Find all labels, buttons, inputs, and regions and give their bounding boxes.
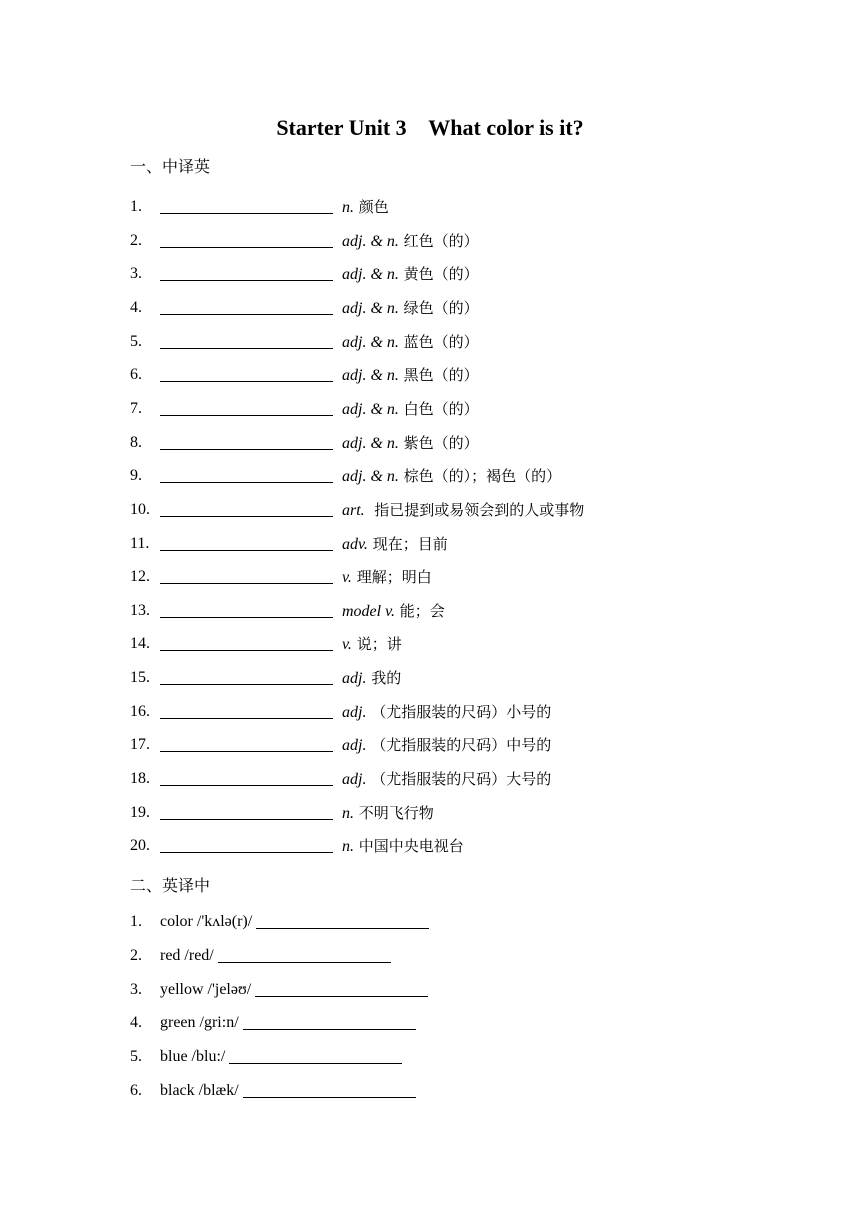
english-word: green /gri:n/ bbox=[160, 1014, 243, 1032]
item-number: 6. bbox=[130, 366, 142, 384]
part-of-speech: v. bbox=[342, 569, 352, 587]
item-meaning bbox=[342, 363, 479, 388]
item-meaning bbox=[342, 296, 479, 321]
part-of-speech: adj. & n. bbox=[342, 266, 399, 284]
item-meaning bbox=[342, 801, 434, 826]
chinese-meaning: 白色（的） bbox=[398, 399, 479, 418]
item-meaning bbox=[342, 532, 448, 557]
answer-blank[interactable] bbox=[160, 247, 333, 248]
answer-blank[interactable] bbox=[160, 718, 333, 719]
part-of-speech: adj. & n. bbox=[342, 299, 399, 317]
item-number: 4. bbox=[130, 298, 142, 316]
chinese-meaning: 黄色（的） bbox=[398, 265, 479, 284]
chinese-meaning: （尤指服装的尺码）中号的 bbox=[366, 736, 552, 755]
answer-blank[interactable] bbox=[160, 314, 333, 315]
item-number: 10. bbox=[130, 500, 150, 518]
answer-blank[interactable] bbox=[160, 415, 333, 416]
item-meaning bbox=[342, 565, 432, 590]
answer-blank[interactable] bbox=[160, 516, 333, 517]
item-number: 8. bbox=[130, 433, 142, 451]
item-meaning bbox=[342, 262, 479, 287]
part-of-speech: adj. bbox=[342, 670, 367, 688]
part-of-speech: adj. & n. bbox=[342, 468, 399, 486]
answer-blank[interactable] bbox=[243, 1097, 416, 1098]
item-meaning bbox=[342, 767, 551, 792]
item-number: 6. bbox=[130, 1082, 142, 1099]
part-of-speech: adj. & n. bbox=[342, 400, 399, 418]
item-meaning bbox=[342, 229, 479, 254]
answer-blank[interactable] bbox=[160, 213, 333, 214]
item-meaning bbox=[342, 733, 551, 758]
chinese-meaning: （尤指服装的尺码）小号的 bbox=[366, 702, 552, 721]
item-meaning bbox=[342, 195, 389, 220]
chinese-meaning: 紫色（的） bbox=[398, 433, 479, 452]
answer-blank[interactable] bbox=[160, 617, 333, 618]
item-meaning bbox=[342, 330, 479, 355]
answer-blank[interactable] bbox=[160, 550, 333, 551]
part-of-speech: n. bbox=[342, 199, 354, 216]
part-of-speech: v. bbox=[342, 636, 352, 654]
chinese-meaning: 能；会 bbox=[395, 601, 445, 620]
chinese-meaning: 红色（的） bbox=[398, 231, 479, 250]
chinese-meaning: 现在；目前 bbox=[367, 534, 448, 553]
part-of-speech: model v. bbox=[342, 602, 396, 620]
english-word: yellow /'jeləʊ/ bbox=[160, 980, 256, 998]
chinese-meaning: 我的 bbox=[366, 669, 402, 688]
section2-heading: 二、英译中 bbox=[130, 876, 211, 895]
part-of-speech: n. bbox=[342, 838, 354, 856]
item-number: 11. bbox=[130, 534, 150, 552]
item-meaning bbox=[342, 632, 402, 657]
chinese-meaning: 棕色（的）；褐色（的） bbox=[398, 467, 562, 486]
item-number: 1. bbox=[130, 913, 142, 930]
page-title: Starter Unit 3 What color is it? bbox=[276, 115, 584, 140]
item-number: 9. bbox=[130, 467, 142, 485]
answer-blank[interactable] bbox=[160, 449, 333, 450]
answer-blank[interactable] bbox=[256, 928, 429, 929]
item-meaning bbox=[342, 464, 561, 489]
item-meaning bbox=[342, 666, 401, 691]
item-number: 15. bbox=[130, 669, 150, 687]
answer-blank[interactable] bbox=[243, 1029, 416, 1030]
item-number: 20. bbox=[130, 837, 150, 855]
chinese-meaning: （尤指服装的尺码）大号的 bbox=[366, 770, 552, 789]
answer-blank[interactable] bbox=[218, 962, 391, 963]
chinese-meaning: 绿色（的） bbox=[398, 298, 479, 317]
item-meaning bbox=[342, 599, 445, 624]
chinese-meaning: 中国中央电视台 bbox=[354, 837, 464, 856]
item-number: 17. bbox=[130, 736, 150, 754]
answer-blank[interactable] bbox=[160, 819, 333, 820]
item-number: 2. bbox=[130, 946, 142, 964]
item-number: 3. bbox=[130, 980, 142, 998]
answer-blank[interactable] bbox=[160, 751, 333, 752]
item-meaning bbox=[342, 498, 584, 523]
item-number: 4. bbox=[130, 1014, 142, 1032]
item-meaning bbox=[342, 397, 479, 422]
section1-heading: 一、中译英 bbox=[130, 157, 211, 176]
answer-blank[interactable] bbox=[160, 650, 333, 651]
answer-blank[interactable] bbox=[160, 482, 333, 483]
answer-blank[interactable] bbox=[160, 785, 333, 786]
item-number: 2. bbox=[130, 231, 142, 249]
part-of-speech: n. bbox=[342, 804, 354, 822]
item-meaning bbox=[342, 834, 464, 859]
item-meaning bbox=[342, 431, 479, 456]
chinese-meaning: 说；讲 bbox=[351, 635, 402, 654]
part-of-speech: adj. & n. bbox=[342, 232, 399, 250]
item-number: 13. bbox=[130, 601, 150, 619]
chinese-meaning: 指已提到或易领会到的人或事物 bbox=[364, 500, 585, 519]
chinese-meaning: 颜色 bbox=[354, 198, 389, 216]
english-word: blue /blu:/ bbox=[160, 1048, 230, 1066]
item-number: 5. bbox=[130, 1048, 142, 1066]
answer-blank[interactable] bbox=[160, 280, 333, 281]
english-word: black /blæk/ bbox=[160, 1082, 243, 1099]
answer-blank[interactable] bbox=[160, 583, 333, 584]
item-meaning bbox=[342, 700, 551, 725]
part-of-speech: adj. bbox=[342, 771, 367, 789]
answer-blank[interactable] bbox=[160, 684, 333, 685]
item-number: 1. bbox=[130, 198, 142, 215]
part-of-speech: adj. & n. bbox=[342, 434, 399, 452]
part-of-speech: adv. bbox=[342, 535, 368, 553]
part-of-speech: adj. bbox=[342, 703, 367, 721]
answer-blank[interactable] bbox=[229, 1063, 402, 1064]
item-number: 19. bbox=[130, 803, 150, 821]
part-of-speech: art. bbox=[342, 501, 365, 519]
english-word: color /'kʌlə(r)/ bbox=[160, 913, 257, 930]
answer-blank[interactable] bbox=[160, 852, 333, 853]
item-number: 14. bbox=[130, 635, 150, 653]
part-of-speech: adj. & n. bbox=[342, 333, 399, 351]
chinese-meaning: 理解；明白 bbox=[351, 568, 432, 587]
item-number: 16. bbox=[130, 702, 150, 720]
part-of-speech: adj. & n. bbox=[342, 367, 399, 385]
chinese-meaning: 蓝色（的） bbox=[398, 332, 479, 351]
item-number: 3. bbox=[130, 265, 142, 283]
chinese-meaning: 不明飞行物 bbox=[354, 803, 434, 822]
answer-blank[interactable] bbox=[160, 381, 333, 382]
english-word: red /red/ bbox=[160, 946, 218, 964]
item-number: 18. bbox=[130, 770, 150, 788]
item-number: 5. bbox=[130, 332, 142, 350]
answer-blank[interactable] bbox=[160, 348, 333, 349]
answer-blank[interactable] bbox=[255, 996, 428, 997]
item-number: 12. bbox=[130, 568, 150, 586]
part-of-speech: adj. bbox=[342, 737, 367, 755]
chinese-meaning: 黑色（的） bbox=[398, 366, 479, 385]
item-number: 7. bbox=[130, 399, 142, 417]
